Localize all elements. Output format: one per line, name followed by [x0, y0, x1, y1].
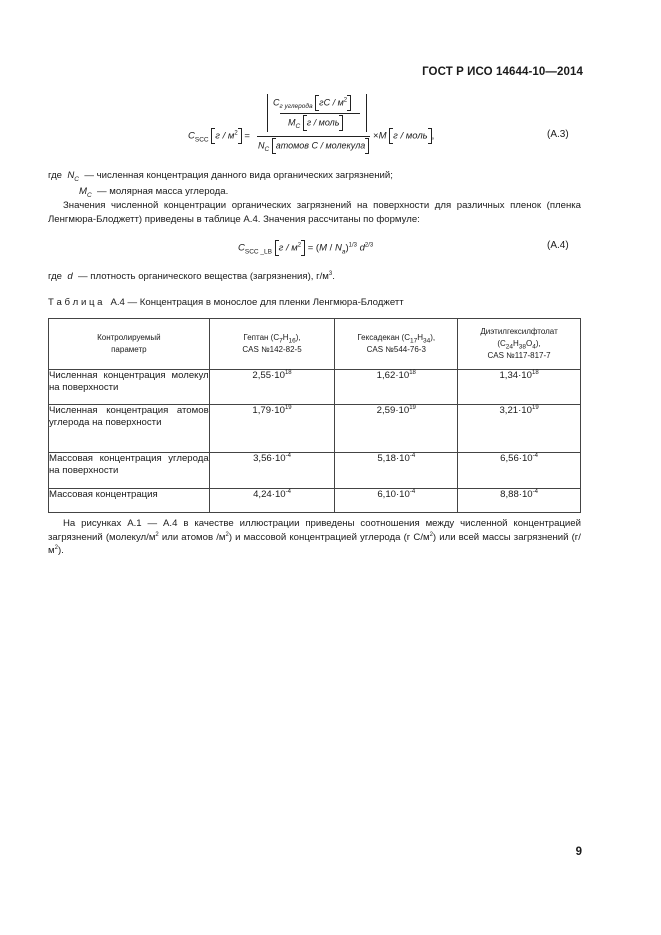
formula-a3-inner-numerator: $C_{г углерода}$ гC / $м^2$ — [273, 95, 351, 111]
formula-a3-inner-fraction-bar — [280, 113, 360, 114]
formula-a3 — [0, 92, 661, 154]
intro-paragraph: Значения численной концентрации органических загрязнений на поверхности для различных пленок (пленка Ленгмюра-Блоджетт) приведены в таблице А.4. Значения рассчитаны по формуле: — [48, 200, 581, 225]
header-hexadecane: Гексадекан $(C_{17}H_{34})$, CAS №544-76-3 — [335, 319, 458, 370]
formula-a3-outer-denominator: $N_C$ атомов C / молекула — [258, 138, 369, 154]
table-cell: $3,56\cdot 10^{-4}$ — [209, 453, 335, 489]
table-cell: $4,24\cdot 10^{-4}$ — [209, 489, 335, 513]
where-mc: $M_C$ — молярная масса углерода. — [79, 186, 229, 199]
formula-a4-number: (A.4) — [547, 240, 569, 251]
header-heptane: Гептан $(C_7H_{16})$, CAS №142-82-5 — [209, 319, 335, 370]
formula-a3-rhs: ×M г / моль , — [373, 128, 434, 144]
formula-a3-lhs: $C_{SCC}$ г / $м^2$ = — [188, 128, 250, 144]
table-cell: $1,62\cdot 10^{18}$ — [335, 370, 458, 405]
header-parameter: Контролируемый параметр — [49, 319, 210, 370]
table-caption: Т а б л и ц а А.4 — Концентрация в монослое для пленки Ленгмюра-Блоджетт — [48, 297, 404, 308]
table-cell: $6,56\cdot 10^{-4}$ — [458, 453, 581, 489]
table-cell: $3,21\cdot 10^{19}$ — [458, 405, 581, 453]
table-cell: $1,79\cdot 10^{19}$ — [209, 405, 335, 453]
table-cell: $8,88\cdot 10^{-4}$ — [458, 489, 581, 513]
table-cell: $2,55\cdot 10^{18}$ — [209, 370, 335, 405]
table-row — [49, 453, 581, 489]
formula-a4: $C_{SCC \_LB}$ $г / м^2 = (M / N_a)^{1/3}$ $d^{2/3}$ — [238, 240, 373, 256]
row-parameter: Массовая концентрация — [49, 489, 210, 513]
concentration-table — [48, 318, 581, 513]
document-header: ГОСТ Р ИСО 14644-10—2014 — [422, 66, 583, 78]
row-parameter: Численная концентрация молекул на поверхности — [49, 370, 210, 405]
table-cell: $2,59\cdot 10^{19}$ — [335, 405, 458, 453]
header-dehp: Диэтилгексилфтолат $(C_{24}H_{38}O_4)$, CAS №117-817-7 — [458, 319, 581, 370]
row-parameter: Массовая концентрация углерода на поверхности — [49, 453, 210, 489]
page-number: 9 — [575, 846, 582, 858]
figures-paragraph: На рисунках А.1 — А.4 в качестве иллюстрации приведены соотношения между численной концентрацией загрязнений ($молекул/м^2$ или атомов $/м^2$) и массовой концентрацией углерода (г $С/м^2$) или всей массы загрязнений $(г/м^2)$. — [48, 518, 581, 557]
table-cell: $5,18\cdot 10^{-4}$ — [335, 453, 458, 489]
formula-a3-inner-denominator: $M_C$ г / моль — [288, 115, 343, 131]
where-d: где d — плотность органического вещества (загрязнения), $г/м^3$. — [48, 270, 335, 282]
row-parameter: Численная концентрация атомов углерода на поверхности — [49, 405, 210, 453]
where-nc: где $N_C$ — численная концентрация данного вида органических загрязнений; — [48, 170, 393, 183]
table-cell: $1,34\cdot 10^{18}$ — [458, 370, 581, 405]
table-row — [49, 489, 581, 513]
table-row — [49, 405, 581, 453]
table-row — [49, 370, 581, 405]
table-cell: $6,10\cdot 10^{-4}$ — [335, 489, 458, 513]
formula-a3-main-fraction-bar — [257, 136, 370, 137]
table-header-row — [49, 319, 581, 370]
formula-a3-number: (A.3) — [547, 129, 569, 140]
